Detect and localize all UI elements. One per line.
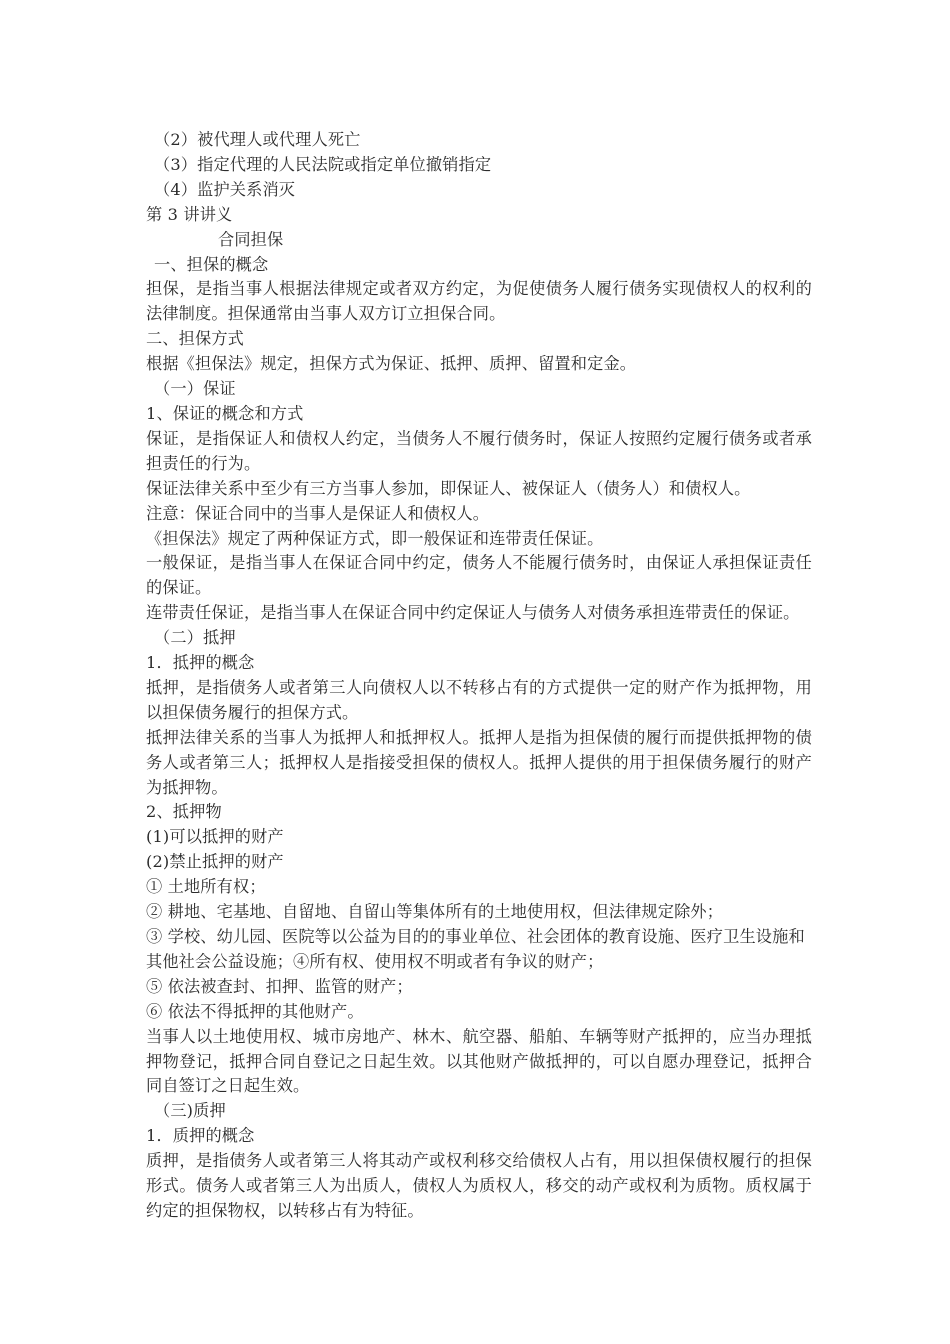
paragraph: 当事人以土地使用权、城市房地产、林木、航空器、船舶、车辆等财产抵押的，应当办理抵押物登记，抵押合同自登记之日起生效。以其他财产做抵押的，可以自愿办理登记，抵押合同自签订之日起生效。 xyxy=(146,1026,812,1096)
paragraph: 保证法律关系中至少有三方当事人参加，即保证人、被保证人（债务人）和债权人。 xyxy=(146,478,751,498)
lecture-heading: 第 3 讲讲义 xyxy=(146,204,233,224)
list-item: （3）指定代理的人民法院或指定单位撤销指定 xyxy=(154,154,492,174)
list-item: （2）被代理人或代理人死亡 xyxy=(154,130,361,149)
paragraph: 抵押法律关系的当事人为抵押人和抵押权人。抵押人是指为担保债的履行而提供抵押物的债务人或者第三人；抵押权人是指接受担保的债权人。抵押人提供的用于担保债务履行的财产为抵押物。 xyxy=(146,727,812,797)
paragraph: 质押，是指债务人或者第三人将其动产或权利移交给债权人占有，用以担保债权履行的担保形式。债务人或者第三人为出质人，债权人为质权人，移交的动产或权利为质物。质权属于约定的担保物权，以转移占有为特征。 xyxy=(146,1151,812,1220)
paragraph: 根据《担保法》规定，担保方式为保证、抵押、质押、留置和定金。 xyxy=(146,354,637,374)
paragraph: 担保，是指当事人根据法律规定或者双方约定，为促使债务人履行债务实现债权人的权利的法律制度。担保通常由当事人双方订立担保合同。 xyxy=(146,279,812,324)
subsection-heading: （二）抵押 xyxy=(154,628,236,648)
document-title: 合同担保 xyxy=(218,229,284,249)
document-text-body xyxy=(146,128,812,1224)
list-item: ⑥ 依法不得抵押的其他财产。 xyxy=(146,1001,364,1021)
list-item: (2)禁止抵押的财产 xyxy=(146,852,284,872)
list-item: ① 土地所有权； xyxy=(146,877,266,897)
section-heading: 一、担保的概念 xyxy=(154,254,269,274)
subsection-heading: （一）保证 xyxy=(154,379,236,399)
numbered-heading: 1．抵押的概念 xyxy=(146,653,255,673)
numbered-heading: 1、保证的概念和方式 xyxy=(146,403,304,423)
section-heading: 二、担保方式 xyxy=(146,329,245,349)
paragraph: 抵押，是指债务人或者第三人向债权人以不转移占有的方式提供一定的财产作为抵押物，用以担保债务履行的担保方式。 xyxy=(146,677,812,722)
list-item: ③ 学校、幼儿园、医院等以公益为目的的事业单位、社会团体的教育设施、医疗卫生设施和其他社会公益设施；④所有权、使用权不明或者有争议的财产； xyxy=(146,927,805,971)
paragraph: 注意：保证合同中的当事人是保证人和债权人。 xyxy=(146,503,490,523)
paragraph: 保证，是指保证人和债权人约定，当债务人不履行债务时，保证人按照约定履行债务或者承担责任的行为。 xyxy=(146,428,812,473)
list-item: ⑤ 依法被查封、扣押、监管的财产； xyxy=(146,976,413,996)
list-item: ② 耕地、宅基地、自留地、自留山等集体所有的土地使用权，但法律规定除外； xyxy=(146,902,724,922)
numbered-heading: 1．质押的概念 xyxy=(146,1126,255,1146)
paragraph: 《担保法》规定了两种保证方式，即一般保证和连带责任保证。 xyxy=(146,528,604,548)
subsection-heading: （三)质押 xyxy=(154,1101,226,1121)
list-item: (1)可以抵押的财产 xyxy=(146,827,284,847)
paragraph: 一般保证，是指当事人在保证合同中约定，债务人不能履行债务时，由保证人承担保证责任的保证。 xyxy=(146,553,812,598)
paragraph: 连带责任保证，是指当事人在保证合同中约定保证人与债务人对债务承担连带责任的保证。 xyxy=(146,603,800,623)
numbered-heading: 2、抵押物 xyxy=(146,802,222,822)
list-item: （4）监护关系消灭 xyxy=(154,179,296,199)
